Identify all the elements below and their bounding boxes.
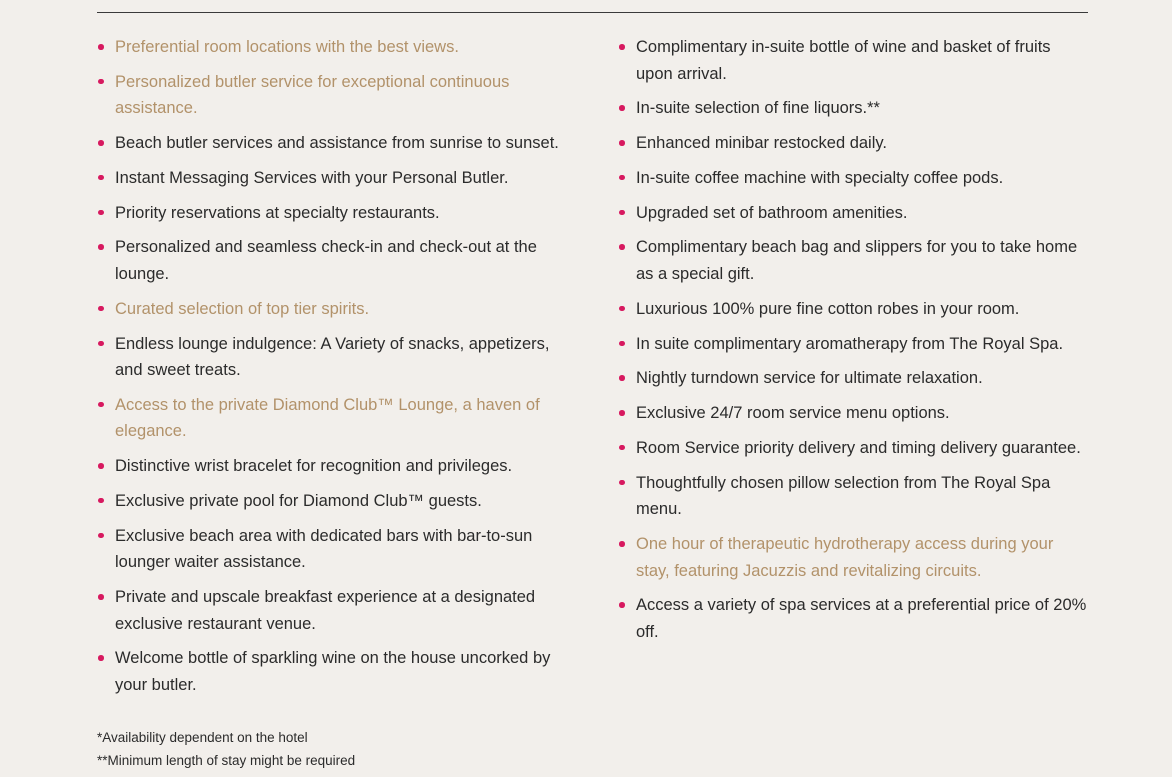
benefit-item: [618, 400, 1090, 427]
benefits-list-left: [97, 34, 567, 707]
bullet-dot-icon: [619, 44, 625, 50]
benefit-text: Personalized and seamless check-in and check-out at the lounge.: [115, 238, 537, 283]
benefit-text: Complimentary in-suite bottle of wine and basket of fruits upon arrival.: [636, 38, 1051, 83]
benefit-item: [97, 200, 567, 227]
benefit-item: [97, 392, 567, 445]
benefit-item: [618, 470, 1090, 523]
section-divider: [97, 12, 1088, 13]
bullet-dot-icon: [619, 480, 625, 486]
bullet-dot-icon: [98, 140, 104, 146]
benefit-item: [618, 296, 1090, 323]
benefit-text: Room Service priority delivery and timing delivery guarantee.: [636, 438, 1081, 457]
benefit-text: Luxurious 100% pure fine cotton robes in your room.: [636, 299, 1020, 318]
benefit-item: [97, 69, 567, 122]
benefit-item: [97, 488, 567, 515]
bullet-dot-icon: [619, 602, 625, 608]
benefit-item: [618, 165, 1090, 192]
bullet-dot-icon: [98, 594, 104, 600]
bullet-dot-icon: [98, 402, 104, 408]
benefit-text: Beach butler services and assistance from sunrise to sunset.: [115, 134, 559, 153]
benefit-text: One hour of therapeutic hydrotherapy access during your stay, featuring Jacuzzis and revitalizing circuits.: [636, 535, 1054, 580]
benefit-text: Thoughtfully chosen pillow selection from The Royal Spa menu.: [636, 473, 1051, 519]
benefit-item: [618, 365, 1090, 392]
benefit-item: [618, 435, 1090, 462]
benefit-item: [97, 165, 567, 192]
benefit-text: Access to the private Diamond Club™ Lounge, a haven of elegance.: [115, 395, 540, 441]
bullet-dot-icon: [98, 341, 104, 347]
bullet-dot-icon: [98, 175, 104, 181]
bullet-dot-icon: [619, 541, 625, 547]
bullet-dot-icon: [98, 533, 104, 539]
benefit-text: Endless lounge indulgence: A Variety of snacks, appetizers, and sweet treats.: [115, 334, 550, 380]
bullet-dot-icon: [98, 655, 104, 661]
benefit-item: [618, 592, 1090, 645]
bullet-dot-icon: [619, 105, 625, 111]
bullet-dot-icon: [619, 341, 625, 347]
benefit-item: [97, 523, 567, 576]
footnote-min-stay: **Minimum length of stay might be required: [97, 753, 356, 768]
benefit-item: [97, 296, 567, 323]
benefit-text: Exclusive beach area with dedicated bars with bar-to-sun lounger waiter assistance.: [115, 526, 533, 572]
benefit-text: Access a variety of spa services at a preferential price of 20% off.: [636, 596, 1087, 641]
bullet-dot-icon: [619, 210, 625, 216]
benefit-item: [97, 645, 567, 698]
benefit-text: Nightly turndown service for ultimate relaxation.: [636, 369, 983, 388]
benefit-text: Priority reservations at specialty restaurants.: [115, 203, 440, 222]
benefit-text: In-suite selection of fine liquors.**: [636, 99, 880, 118]
bullet-dot-icon: [98, 244, 104, 250]
footnote-availability: *Availability dependent on the hotel: [97, 730, 308, 745]
benefit-text: In-suite coffee machine with specialty coffee pods.: [636, 168, 1004, 187]
benefit-item: [618, 200, 1090, 227]
benefit-item: [97, 453, 567, 480]
benefit-item: [618, 531, 1090, 584]
benefit-item: [618, 95, 1090, 122]
bullet-dot-icon: [98, 463, 104, 469]
benefit-item: [97, 584, 567, 637]
benefit-text: Complimentary beach bag and slippers for you to take home as a special gift.: [636, 238, 1078, 283]
benefit-text: In suite complimentary aromatherapy from The Royal Spa.: [636, 334, 1064, 353]
benefit-text: Enhanced minibar restocked daily.: [636, 134, 887, 153]
benefit-text: Distinctive wrist bracelet for recognition and privileges.: [115, 457, 513, 476]
benefit-text: Instant Messaging Services with your Personal Butler.: [115, 168, 509, 187]
benefit-item: [97, 130, 567, 157]
benefit-text: Upgraded set of bathroom amenities.: [636, 203, 908, 222]
benefit-item: [618, 234, 1090, 287]
bullet-dot-icon: [98, 44, 104, 50]
footnotes: [97, 726, 355, 772]
bullet-dot-icon: [619, 306, 625, 312]
bullet-dot-icon: [619, 175, 625, 181]
benefit-item: [618, 130, 1090, 157]
bullet-dot-icon: [619, 375, 625, 381]
benefit-item: [97, 331, 567, 384]
bullet-dot-icon: [619, 140, 625, 146]
bullet-dot-icon: [619, 410, 625, 416]
benefits-list-right: [618, 34, 1090, 654]
bullet-dot-icon: [98, 498, 104, 504]
bullet-dot-icon: [98, 306, 104, 312]
benefit-text: Exclusive 24/7 room service menu options.: [636, 404, 950, 423]
bullet-dot-icon: [98, 79, 104, 85]
benefit-text: Exclusive private pool for Diamond Club™ guests.: [115, 491, 482, 510]
benefit-text: Private and upscale breakfast experience at a designated exclusive restaurant venue.: [115, 588, 536, 633]
benefit-text: Curated selection of top tier spirits.: [115, 299, 370, 318]
benefit-text: Welcome bottle of sparkling wine on the house uncorked by your butler.: [115, 649, 551, 694]
benefit-text: Preferential room locations with the best views.: [115, 38, 459, 56]
bullet-dot-icon: [98, 210, 104, 216]
benefit-item: [97, 234, 567, 287]
bullet-dot-icon: [619, 244, 625, 250]
benefit-text: Personalized butler service for exceptional continuous assistance.: [115, 72, 510, 118]
bullet-dot-icon: [619, 445, 625, 451]
benefit-item: [618, 34, 1090, 87]
benefit-item: [97, 34, 567, 61]
benefit-item: [618, 331, 1090, 358]
